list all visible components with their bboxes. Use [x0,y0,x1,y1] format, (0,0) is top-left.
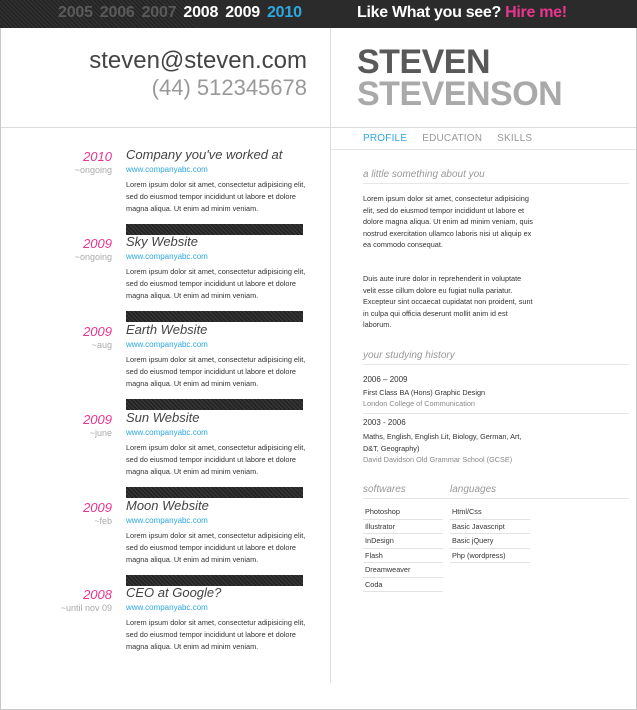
hire-banner [357,4,567,22]
year-link-2007[interactable]: 2007 [141,4,177,21]
year-link-2010[interactable]: 2010 [266,4,302,21]
job-period: ~feb [94,516,112,526]
last-name: STEVENSON [357,75,563,113]
job-year: 2009 [83,412,112,427]
list-item: Illustrator [363,520,443,535]
job-link[interactable]: www.companyabc.com [126,165,208,174]
list-item: Basic Javascript [450,520,530,535]
job-title: Moon Website [126,498,209,513]
column-divider [330,28,331,683]
about-divider [363,183,629,184]
job-description: Lorem ipsum dolor sit amet, consectetur adipisicing elit, sed do eiusmod tempor incididunt ut labore et dolore magna aliqua. Ut enim ad minim veniam. [126,267,306,300]
list-item: Photoshop [363,505,443,520]
job-period: ~aug [91,340,112,350]
job-period: ~ongoing [74,252,112,262]
job-separator-band [126,311,303,322]
top-bar [0,0,637,28]
job-description: Lorem ipsum dolor sit amet, consectetur adipisicing elit, sed do eiusmod tempor incididunt ut labore et dolore magna aliqua. Ut enim ad minim veniam. [126,531,306,564]
job-title: Sun Website [126,410,200,425]
header-divider [1,127,636,128]
job-description: Lorem ipsum dolor sit amet, consectetur adipisicing elit, sed do eiusmod tempor incididunt ut labore et dolore magna aliqua. Ut enim ad minim veniam. [126,355,306,388]
job-link[interactable]: www.companyabc.com [126,428,208,437]
tab-profile[interactable]: PROFILE [363,133,408,144]
job-title: CEO at Google? [126,585,222,600]
job-description: Lorem ipsum dolor sit amet, consectetur adipisicing elit, sed do eiusmod tempor incididunt ut labore et dolore magna aliqua. Ut enim ad minim veniam. [126,443,306,476]
tab-education[interactable]: EDUCATION [422,133,483,144]
about-heading: a little something about you [363,169,485,180]
year-link-2009[interactable]: 2009 [225,4,260,21]
job-link[interactable]: www.companyabc.com [126,340,208,349]
section-tabs [363,133,532,144]
year-link-2006[interactable]: 2006 [99,4,135,21]
study-period: 2003 - 2006 [363,418,406,427]
job-separator-band [126,487,303,498]
study-school: David Davidson Old Grammar School (GCSE) [363,455,513,464]
job-description: Lorem ipsum dolor sit amet, consectetur adipisicing elit, sed do eiusmod tempor incididunt ut labore et dolore magna aliqua. Ut enim ad minim veniam. [126,180,306,213]
job-separator-band [126,399,303,410]
job-year: 2009 [83,324,112,339]
job-period: ~until nov 09 [60,603,112,613]
list-item: Coda [363,578,443,593]
year-nav [58,4,309,22]
study-degree: Maths, English, English Lit, Biology, German, Art, D&T, Geography) [363,432,522,453]
first-name: STEVEN [357,43,491,81]
job-period: ~ongoing [74,165,112,175]
hire-me-link[interactable]: Hire me! [505,4,567,21]
job-link[interactable]: www.companyabc.com [126,516,208,525]
job-link[interactable]: www.companyabc.com [126,603,208,612]
about-paragraph-2: Duis aute irure dolor in reprehenderit in voluptate velit esse cillum dolore eu fugiat nulla pariatur. Excepteur sint occaecat cupidatat non proident, sunt in culpa qui officia deserunt mollit anim id est laborum. [363,274,533,329]
job-year: 2009 [83,236,112,251]
job-description: Lorem ipsum dolor sit amet, consectetur adipisicing elit, sed do eiusmod tempor incididunt ut labore et dolore magna aliqua. Ut enim ad minim veniam. [126,618,306,651]
list-item: Html/Css [450,505,530,520]
job-title: Earth Website [126,322,208,337]
job-year: 2010 [83,149,112,164]
study-heading: your studying history [363,350,455,361]
email-link[interactable]: steven@steven.com [89,47,307,74]
hire-prefix: Like What you see? [357,4,501,21]
study-degree: First Class BA (Hons) Graphic Design [363,388,486,397]
languages-list [450,505,530,563]
tab-skills[interactable]: SKILLS [497,133,533,144]
list-item: Dreamweaver [363,563,443,578]
year-link-2008[interactable]: 2008 [183,4,219,21]
softwares-divider [363,498,629,499]
languages-heading: languages [450,484,497,495]
list-item: Basic jQuery [450,534,530,549]
job-title: Sky Website [126,234,199,249]
study-period: 2006 – 2009 [363,375,408,384]
job-year: 2008 [83,587,112,602]
softwares-heading: softwares [363,484,406,495]
list-item: Flash [363,549,443,564]
job-period: ~june [89,428,112,438]
year-link-2005[interactable]: 2005 [58,4,93,21]
job-title: Company you've worked at [126,147,283,162]
list-item: InDesign [363,534,443,549]
softwares-list [363,505,443,592]
job-link[interactable]: www.companyabc.com [126,252,208,261]
phone-number: (44) 512345678 [151,75,307,100]
list-item: Php (wordpress) [450,549,530,564]
tabs-divider [331,149,636,150]
about-paragraph-1: Lorem ipsum dolor sit amet, consectetur adipisicing elit, sed do eiusmod tempor incididunt ut labore et dolore magna aliqua. Ut enim ad minim veniam, quis nostrud exercitation ullamco laboris nisi ut aliquip ex ea commodo consequat. [363,194,533,249]
study-entry-divider [363,413,629,414]
study-school: London College of Communication [363,399,475,408]
job-year: 2009 [83,500,112,515]
study-divider [363,364,629,365]
